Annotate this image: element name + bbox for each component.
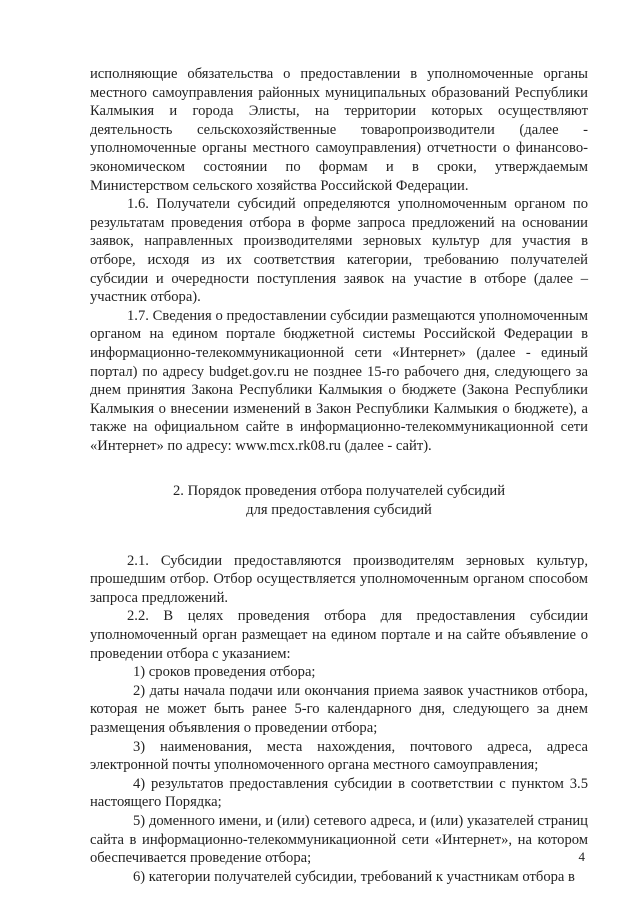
section-heading-line-1: 2. Порядок проведения отбора получателей субсидий — [172, 483, 506, 500]
paragraph-2-2: 2.2. В целях проведения отбора для предоставления субсидии уполномоченный орган размещает на едином портале и на сайте объявление о проведении отбора с указанием: — [90, 608, 588, 662]
list-item-5: 5) доменного имени, и (или) сетевого адреса, и (или) указателей страниц сайта в информационно-телекоммуникационной сети «Интернет», на котором обеспечивается проведение отбора; — [90, 812, 588, 867]
list-item-2: 2) даты начала подачи или окончания приема заявок участников отбора, которая не может быть ранее 5-го календарного дня, следующего за днем размещения объявления о проведении отбора; — [90, 682, 588, 736]
section-heading — [90, 482, 588, 519]
list-item-6: 6) категории получателей субсидии, требований к участникам отбора в — [133, 868, 575, 885]
section-heading-line-2: для предоставления субсидий — [246, 502, 432, 519]
paragraph-1-7: 1.7. Сведения о предоставлении субсидии размещаются уполномоченным органом на едином портале бюджетной системы Российской Федерации в информационно-телекоммуникационной сети «Интернет» (далее - единый портал) по адресу budget.gov.ru не позднее 15-го рабочего дня, следующего за днем принятия Закона Республики Калмыкия о бюджете (Закона Республики Калмыкия о внесении изменений в Закон Республики Калмыкия о бюджете), а также на официальном сайте в информационно-телекоммуникационной сети «Интернет» по адресу: www.mcx.rk08.ru (далее - сайт). — [90, 307, 588, 454]
list-item-1: 1) сроков проведения отбора; — [133, 664, 316, 681]
list-item-4: 4) результатов предоставления субсидии в соответствии с пунктом 3.5 настоящего Порядка; — [90, 775, 588, 811]
paragraph-continuation: исполняющие обязательства о предоставлении в уполномоченные органы местного самоуправления районных муниципальных образований Республики Калмыкия и города Элисты, на территории которых осуществляют деятельность сельскохозяйственные товаропроизводители (далее - уполномоченные органы местного самоуправления) отчетности о финансово-экономическом состоянии по формам и в сроки, утверждаемым Министерством сельского хозяйства Российской Федерации. — [90, 66, 588, 194]
list-item-3: 3) наименования, места нахождения, почтового адреса, адреса электронной почты уполномоченного органа местного самоуправления; — [90, 738, 588, 774]
paragraph-1-6: 1.6. Получатели субсидий определяются уполномоченным органом по результатам проведения отбора в форме запроса предложений на основании заявок, направленных производителями зерновых культур для участия в отборе, исходя из их соответствия категории, требованию получателей субсидии и очередности поступления заявок на участие в отборе (далее – участник отбора). — [90, 196, 588, 306]
page-number: 4 — [578, 849, 585, 864]
paragraph-2-1: 2.1. Субсидии предоставляются производителям зерновых культур, прошедшим отбор. Отбор осуществляется уполномоченным органом способом запроса предложений. — [90, 552, 588, 606]
